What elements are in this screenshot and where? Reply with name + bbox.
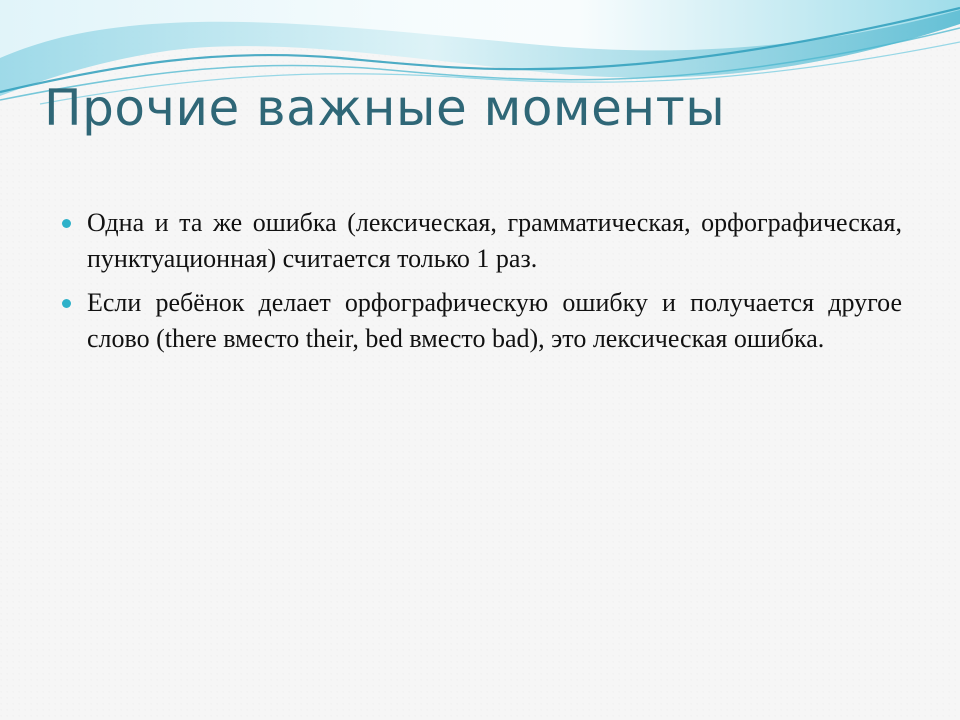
bullet-item bbox=[62, 205, 902, 277]
bullet-text: Если ребёнок делает орфографическую ошибку и получается другое слово (there вместо their, bed вместо bad), это лексическая ошибка. bbox=[87, 287, 902, 353]
bullet-text: Одна и та же ошибка (лексическая, грамматическая, орфографическая, пунктуационная) считается только 1 раз. bbox=[87, 208, 902, 273]
bullet-icon bbox=[62, 299, 71, 308]
slide-title: Прочие важные моменты bbox=[44, 79, 726, 137]
bullet-list bbox=[62, 205, 902, 365]
bullet-item bbox=[62, 285, 902, 357]
bullet-icon bbox=[62, 219, 71, 228]
